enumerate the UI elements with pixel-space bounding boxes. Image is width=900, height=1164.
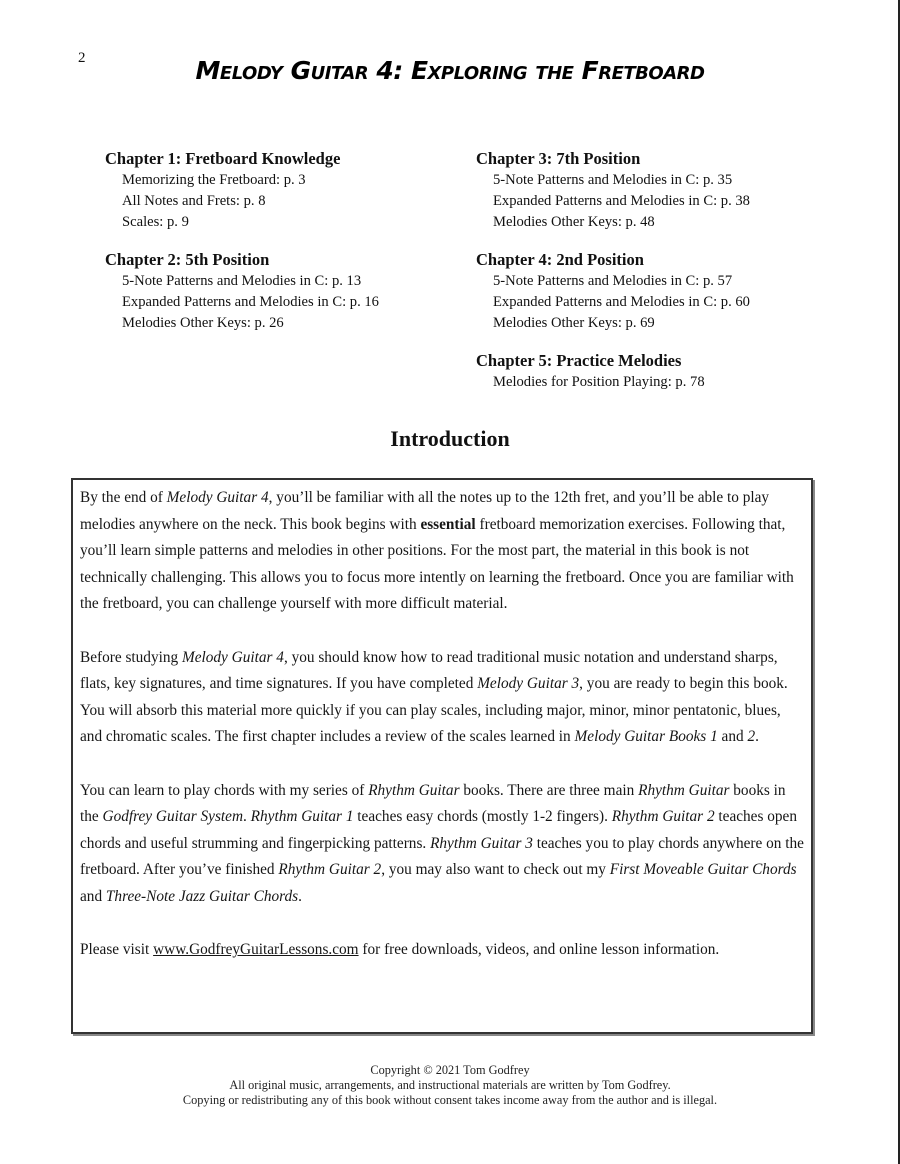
intro-text: By the end of (80, 489, 167, 506)
toc-entry: Expanded Patterns and Melodies in C: p. 16 (122, 294, 379, 310)
italic-title: Melody Guitar 4 (166, 489, 269, 506)
page-number: 2 (78, 50, 86, 66)
page-title: Melody Guitar 4: Exploring the Fretboard (195, 56, 705, 85)
intro-text: teaches easy chords (mostly 1-2 fingers). (353, 808, 612, 826)
toc-entry: All Notes and Frets: p. 8 (122, 193, 266, 209)
chapter-title: Chapter 1: Fretboard Knowledge (105, 149, 341, 168)
toc-entry: Melodies for Position Playing: p. 78 (493, 374, 705, 390)
italic-title: Godfrey Guitar System (102, 808, 243, 826)
italic-title: 2 (747, 728, 756, 746)
italic-title: Rhythm Guitar 1 (250, 808, 354, 826)
intro-text: for free downloads, videos, and online lesson information. (358, 941, 720, 959)
intro-text: fretboard memorization exercises. Following that, you’ll learn simple patterns and melodies in other positions. For the most part, the material in this book is not technically challenging. This allows you to focus more intently on learning the fretboard. Once you are familiar with the fretboard, you can challenge yourself with more difficult material. (80, 515, 794, 613)
toc-entry: 5-Note Patterns and Melodies in C: p. 57 (493, 273, 733, 289)
copyright-line: Copyright © 2021 Tom Godfrey (370, 1063, 530, 1077)
italic-title: Rhythm Guitar 2 (611, 808, 715, 826)
intro-text: and (717, 728, 748, 746)
intro-text: , you’ll be familiar with all the notes up to the 12th fret, and you’ll be able to play melodies anywhere on the neck. This book begins with (80, 489, 770, 533)
toc-entry: Melodies Other Keys: p. 26 (122, 315, 284, 331)
toc-entry: Scales: p. 9 (122, 214, 189, 230)
intro-text: , you are ready to begin this book. You will absorb this material more quickly if you can play scales, including major, minor, minor pentatonic, blues, and chromatic scales. The first chapter includes a review of the scales learned in (80, 675, 788, 746)
italic-title: Three-Note Jazz Guitar Chords (105, 887, 299, 905)
toc-entry: Memorizing the Fretboard: p. 3 (122, 172, 306, 188)
toc-right-column (476, 148, 806, 409)
intro-text: . (298, 887, 302, 905)
introduction-heading: Introduction (390, 426, 510, 451)
toc-left-column (105, 148, 435, 350)
toc-entry: 5-Note Patterns and Melodies in C: p. 35 (493, 172, 733, 188)
italic-title: Melody Guitar Books 1 (574, 728, 718, 746)
toc-entry: Melodies Other Keys: p. 48 (493, 214, 655, 230)
toc-chapter (476, 148, 806, 233)
intro-paragraph (80, 485, 804, 618)
intro-text: books. There are three main (459, 781, 639, 799)
intro-text: and (80, 887, 106, 905)
toc-entry: Expanded Patterns and Melodies in C: p. 38 (493, 193, 750, 209)
intro-text: You can learn to play chords with my series of (80, 781, 369, 799)
intro-text: books in the (80, 781, 786, 826)
toc-entry: Expanded Patterns and Melodies in C: p. 60 (493, 294, 750, 310)
toc-chapter (476, 350, 806, 393)
chapter-title: Chapter 5: Practice Melodies (476, 351, 682, 370)
intro-text: Please visit (80, 941, 154, 959)
italic-title: Rhythm Guitar (368, 781, 460, 799)
introduction-box (71, 478, 813, 1034)
intro-text: , you may also want to check out my (381, 861, 610, 879)
toc-chapter (105, 148, 435, 233)
toc-entry: 5-Note Patterns and Melodies in C: p. 13 (122, 273, 362, 289)
italic-title: Rhythm Guitar (638, 781, 730, 799)
intro-paragraph (80, 937, 804, 964)
italic-title: Rhythm Guitar 2 (278, 861, 382, 879)
italic-title: First Moveable Guitar Chords (609, 861, 797, 879)
italic-title: Melody Guitar 3 (477, 675, 580, 693)
chapter-title: Chapter 2: 5th Position (105, 250, 270, 269)
toc-chapter (105, 249, 435, 334)
footer-rights-line: All original music, arrangements, and instructional materials are written by Tom Godfrey. (229, 1078, 671, 1092)
website-link[interactable]: www.GodfreyGuitarLessons.com (153, 941, 359, 959)
italic-title: Rhythm Guitar 3 (430, 834, 533, 852)
footer (0, 1063, 900, 1108)
bold-emphasis: essential (420, 515, 476, 533)
intro-text: Before studying (80, 648, 182, 666)
intro-paragraph (80, 645, 804, 751)
intro-text: , you should know how to read traditional music notation and understand sharps, flats, key signatures, and time signatures. If you have completed (80, 648, 778, 693)
intro-text: . (755, 728, 759, 746)
chapter-title: Chapter 3: 7th Position (476, 149, 641, 168)
intro-text: teaches you to play chords anywhere on the fretboard. After you’ve finished (80, 834, 804, 879)
toc-entry: Melodies Other Keys: p. 69 (493, 315, 655, 331)
intro-text: teaches open chords and useful strumming and fingerpicking patterns. (80, 808, 797, 852)
intro-text: . (243, 808, 251, 826)
italic-title: Melody Guitar 4 (181, 648, 284, 666)
chapter-title: Chapter 4: 2nd Position (476, 250, 644, 269)
intro-paragraph (80, 778, 804, 911)
toc-chapter (476, 249, 806, 334)
footer-notice-line: Copying or redistributing any of this book without consent takes income away from the author and is illegal. (182, 1093, 718, 1107)
